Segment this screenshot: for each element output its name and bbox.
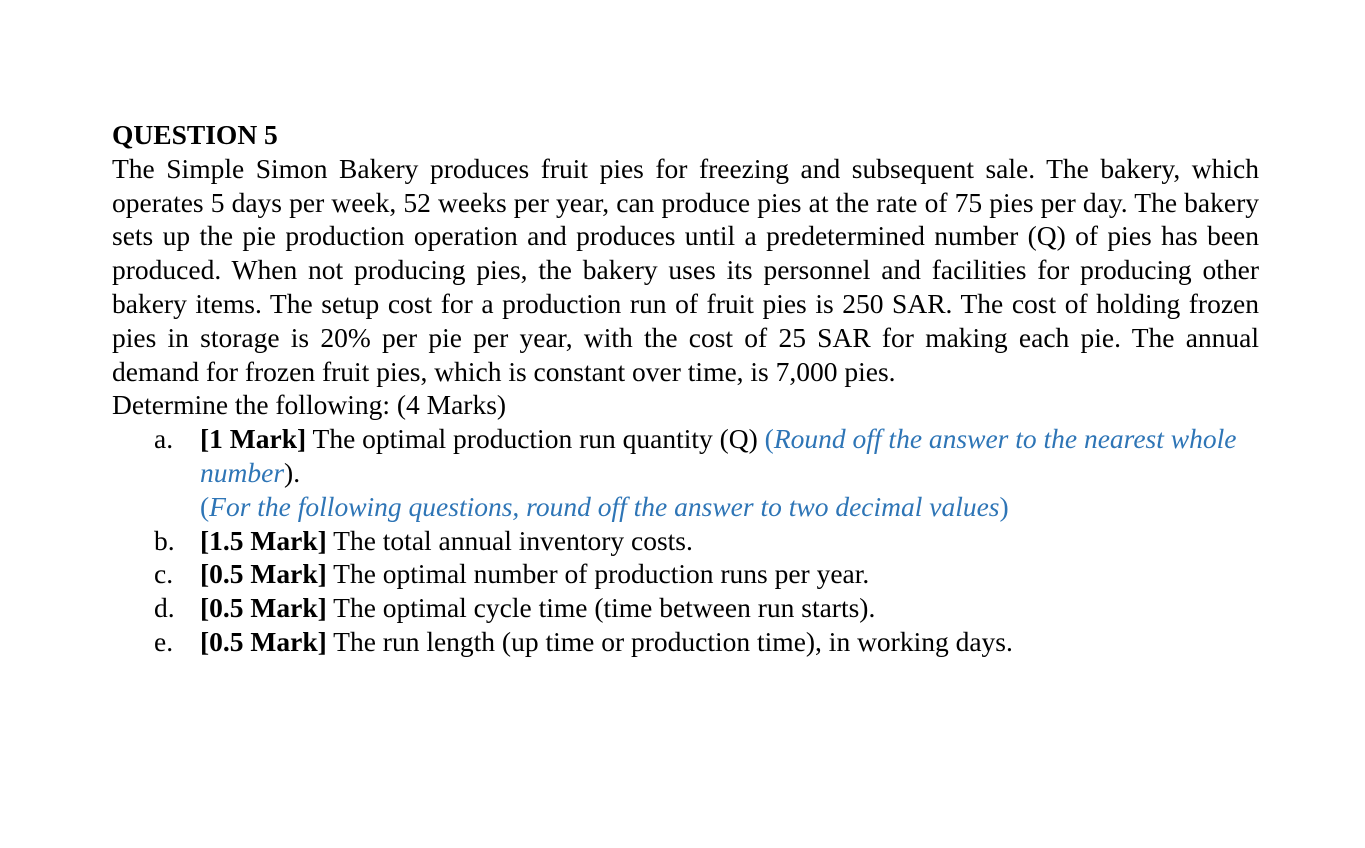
decimal-note: (For the following questions, round off the answer to two decimal values) <box>200 490 1009 522</box>
part-text: The optimal production run quantity (Q) <box>306 423 765 455</box>
part-mark: [1.5 Mark] <box>200 524 327 556</box>
question-document <box>112 118 1259 659</box>
part-e <box>112 625 1259 659</box>
part-b <box>112 524 1259 558</box>
part-letter: b. <box>154 524 175 556</box>
part-text: The optimal cycle time (time between run starts). <box>326 592 876 624</box>
question-title: QUESTION 5 <box>112 119 278 150</box>
part-letter: e. <box>154 625 174 657</box>
part-c <box>112 557 1259 591</box>
part-mark: [0.5 Mark] <box>200 592 327 624</box>
question-body: The Simple Simon Bakery produces fruit pies for freezing and subsequent sale. The bakery, which operates 5 days per week, 52 weeks per year, can produce pies at the rate of 75 pies per day. The bakery sets up the pie production operation and produces until a predetermined number (Q) of pies has been produced. When not producing pies, the bakery uses its personnel and facilities for producing other bakery items. The setup cost for a production run of fruit pies is 250 SAR. The cost of holding frozen pies in storage is 20% per pie per year, with the cost of 25 SAR for making each pie. The annual demand for frozen fruit pies, which is constant over time, is 7,000 pies. <box>112 152 1259 387</box>
question-parts-list <box>112 422 1259 659</box>
part-text: The optimal number of production runs per year. <box>326 558 870 590</box>
part-letter: a. <box>154 423 174 455</box>
question-intro: Determine the following: (4 Marks) <box>112 389 507 421</box>
part-a <box>112 422 1259 523</box>
part-letter: d. <box>154 592 175 624</box>
part-text: The run length (up time or production time), in working days. <box>326 625 1013 657</box>
note-close: ). <box>284 456 301 488</box>
rounding-note: (Round off the answer to the nearest whole number <box>200 423 1237 488</box>
part-d <box>112 591 1259 625</box>
part-letter: c. <box>154 558 174 590</box>
part-mark: [0.5 Mark] <box>200 625 327 657</box>
part-text: The total annual inventory costs. <box>326 524 693 556</box>
part-mark: [0.5 Mark] <box>200 558 327 590</box>
part-mark: [1 Mark] <box>200 423 307 455</box>
